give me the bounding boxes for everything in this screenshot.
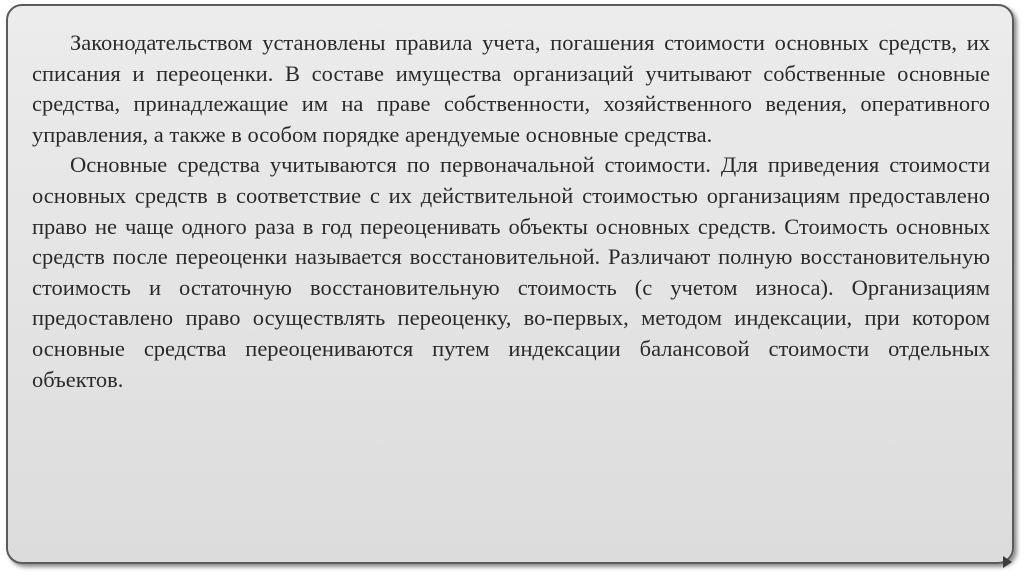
next-slide-arrow-icon[interactable] [1003,556,1012,568]
paragraph-2: Основные средства учитываются по первоначальной стоимости. Для приведения стоимости основных средств в соответствие с их действительной стоимостью организациям предоставлено право не чаще одного раза в год переоценивать объекты основных средств. Стоимость основных средств после переоценки называется восстановительной. Различают полную восстановительную стоимость и остаточную восстановительную стоимость (с учетом износа). Организациям предоставлено право осуществлять переоценку, во-первых, методом индексации, при котором основные средства переоцениваются путем индексации балансовой стоимости отдельных объектов. [32,152,990,392]
content-panel [6,4,1014,564]
text-block [32,28,990,395]
paragraph-1: Законодательством установлены правила учета, погашения стоимости основных средств, их списания и переоценки. В составе имущества организаций учитывают собственные основные средства, принадлежащие им на праве собственности, хозяйственного ведения, оперативного управления, а также в особом порядке арендуемые основные средства. [32,30,990,147]
